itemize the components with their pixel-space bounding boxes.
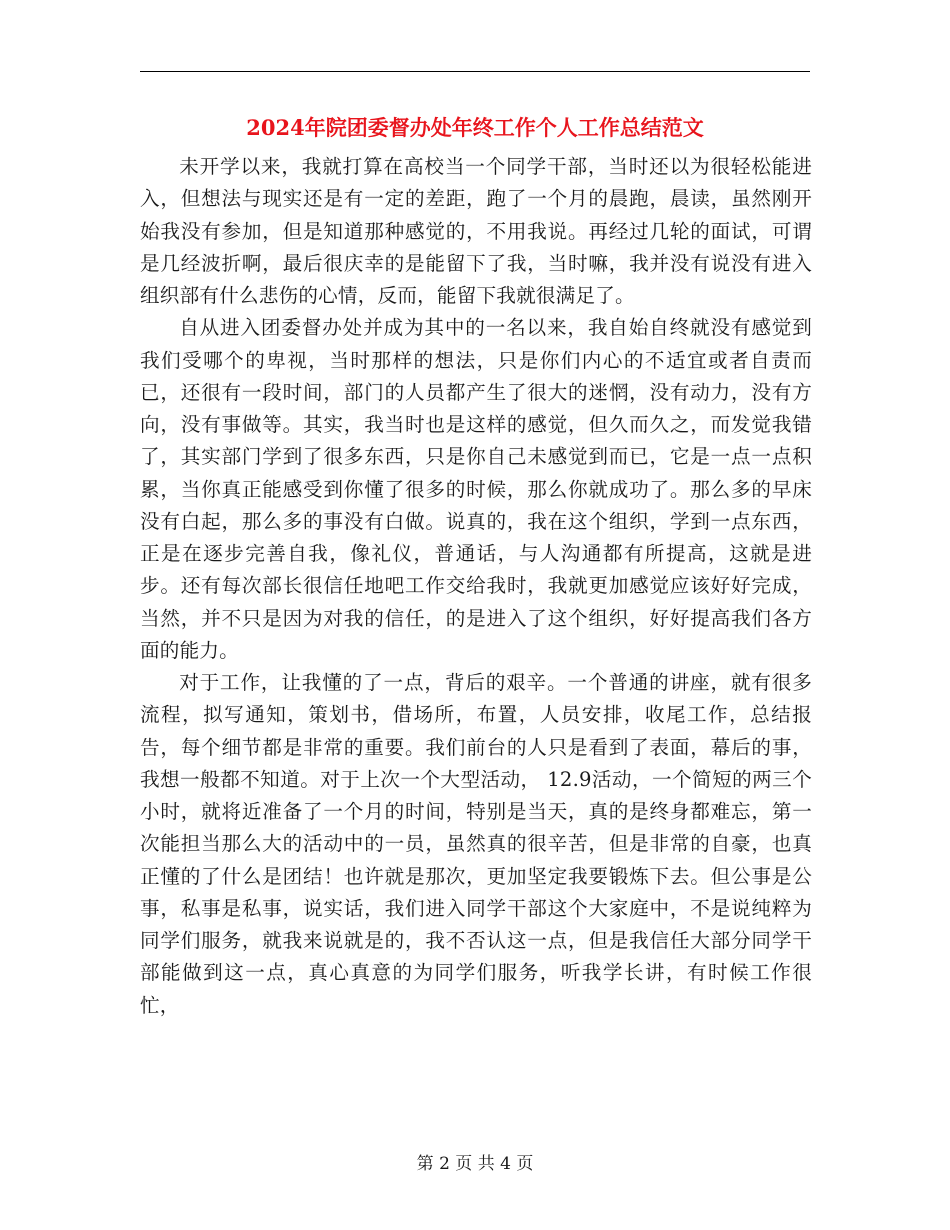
document-body	[140, 151, 812, 1022]
header-rule	[140, 71, 810, 72]
paragraph-2: 自从进入团委督办处并成为其中的一名以来，我自始自终就没有感觉到我们受哪个的卑视，当时那样的想法，只是你们内心的不适宜或者自责而已，还很有一段时间，部门的人员都产生了很大的迷惘，没有动力，没有方向，没有事做等。其实，我当时也是这样的感觉，但久而久之，而发觉我错了，其实部门学到了很多东西，只是你自己未感觉到而已，它是一点一点积累，当你真正能感受到你懂了很多的时候，那么你就成功了。那么多的早床没有白起，那么多的事没有白做。说真的，我在这个组织，学到一点东西，正是在逐步完善自我，像礼仪，普通话，与人沟通都有所提高，这就是进步。还有每次部长很信任地吧工作交给我时，我就更加感觉应该好好完成，当然，并不只是因为对我的信任，的是进入了这个组织，好好提高我们各方面的能力。	[140, 316, 812, 662]
paragraph-1: 未开学以来，我就打算在高校当一个同学干部，当时还以为很轻松能进入，但想法与现实还是有一定的差距，跑了一个月的晨跑，晨读，虽然刚开始我没有参加，但是知道那种感觉的，不用我说。再经过几轮的面试，可谓是几经波折啊，最后很庆幸的是能留下了我，当时嘛，我并没有说没有进入组织部有什么悲伤的心情，反而，能留下我就很满足了。	[140, 155, 812, 307]
page-footer: 第 2 页 共 4 页	[416, 1154, 534, 1174]
paragraph-3: 对于工作，让我懂的了一点，背后的艰辛。一个普通的讲座，就有很多流程，拟写通知，策划书，借场所，布置，人员安排，收尾工作，总结报告，每个细节都是非常的重要。我们前台的人只是看到了表面，幕后的事，我想一般都不知道。对于上次一个大型活动， 12.9活动，一个简短的两三个小时，就将近准备了一个月的时间，特别是当天，真的是终身都难忘，第一次能担当那么大的活动中的一员，虽然真的很辛苦，但是非常的自豪，也真正懂的了什么是团结！也许就是那次，更加坚定我要锻炼下去。但公事是公事，私事是私事，说实话，我们进入同学干部这个大家庭中，不是说纯粹为同学们服务，就我来说就是的，我不否认这一点，但是我信任大部分同学干部能做到这一点，真心真意的为同学们服务，听我学长讲，有时候工作很忙，	[140, 671, 812, 1017]
document-title: 2024年院团委督办处年终工作个人工作总结范文	[246, 115, 704, 140]
